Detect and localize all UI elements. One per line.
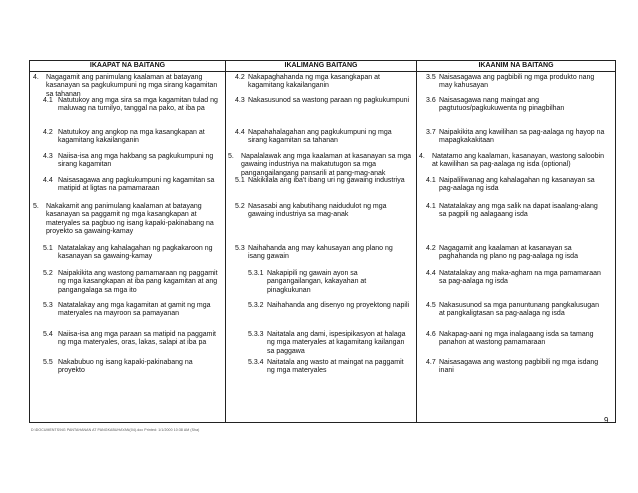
- item-number: 4.: [33, 74, 39, 81]
- item-number: 4.4: [43, 177, 53, 184]
- item-number: 4.4: [426, 270, 436, 277]
- item-text: Napalalawak ang mga kaalaman at kasanayan sa mga gawaing industriya na makatutugon sa mga pangangailangang pansarili at pang-mag-anak: [241, 153, 412, 177]
- item-number: 4.1: [426, 177, 436, 184]
- item-number: 4.2: [235, 74, 245, 81]
- item-number: 5.3: [235, 245, 245, 252]
- list-item: [43, 359, 221, 376]
- column-grade-5: [226, 72, 417, 422]
- item-text: Nakikilala ang iba't ibang uri ng gawaing industriya: [248, 177, 405, 184]
- item-text: Naipakikita ang kawilihan sa pag-aalaga ng hayop na mapagkakakitaan: [439, 129, 605, 145]
- header-grade-6: IKAANIM NA BAITANG: [478, 62, 554, 69]
- item-number: 5.3.1: [248, 270, 264, 277]
- list-item: [426, 177, 606, 194]
- list-item: [235, 97, 410, 105]
- item-text: Naiisa-isa ang mga hakbang sa pagkukumpuni ng sirang kagamitan: [58, 153, 214, 169]
- header-grade-5: IKALIMANG BAITANG: [226, 61, 417, 71]
- item-number: 3.6: [426, 97, 436, 104]
- item-number: 5.: [33, 203, 39, 210]
- item-text: Nakapipili ng gawain ayon sa pangangailangan, kakayahan at pinagkukunan: [267, 270, 367, 294]
- item-text: Nakapaghahanda ng mga kasangkapan at kagamitang kakailanganin: [248, 74, 380, 90]
- item-text: Natatalakay ang kahalagahan ng pagkakaroon ng kasanayan sa gawaing-kamay: [58, 245, 213, 261]
- item-number: 4.2: [426, 245, 436, 252]
- item-number: 5.3: [43, 302, 53, 309]
- header-grade-4: IKAAPAT NA BAITANG: [30, 61, 226, 71]
- item-text: Napahahalagahan ang pagkukumpuni ng mga sirang kagamitan sa tahanan: [248, 129, 392, 145]
- item-number: 4.3: [235, 97, 245, 104]
- item-text: Nasasabi ang kabutihang naidudulot ng mga gawaing industriya sa mag-anak: [248, 203, 387, 219]
- item-number: 5.: [228, 153, 234, 160]
- item-text: Naitatala ang wasto at maingat na paggamit ng mga materyales: [267, 359, 404, 375]
- item-number: 4.2: [43, 129, 53, 136]
- item-text: Naitatala ang dami, ispesipikasyon at halaga ng mga materyales at kagamitang kailangan sa paggawa: [267, 331, 406, 355]
- item-text: Naihahanda ang may kahusayan ang plano ng isang gawain: [248, 245, 393, 261]
- list-item: [426, 302, 606, 319]
- item-text: Nakapag-aani ng mga inalagaang isda sa tamang panahon at wastong pamamaraan: [439, 331, 594, 347]
- column-grade-4: [30, 72, 226, 422]
- list-item: [43, 245, 221, 262]
- item-text: Nakabubuo ng isang kapaki-pakinabang na proyekto: [58, 359, 193, 375]
- item-text: Natutukoy ang mga sira sa mga kagamitan tulad ng maluwag na turnilyo, tanggal na pako, at iba pa: [58, 97, 218, 113]
- item-text: Natatalakay ang mga salik na dapat isaalang-alang sa pagpili ng aalagaang isda: [439, 203, 598, 219]
- item-text: Natatamo ang kaalaman, kasanayan, wastong saloobin at kawilihan sa pag-aalaga ng isda (optional): [432, 153, 604, 169]
- item-text: Nakasusunod sa wastong paraan ng pagkukumpuni: [248, 97, 410, 104]
- table-header-row: [30, 61, 615, 72]
- list-item: [426, 270, 606, 287]
- list-item: [426, 74, 606, 91]
- item-text: Naiisa-isa ang mga paraan sa matipid na paggamit ng mga materyales, oras, lakas, salapi at iba pa: [58, 331, 216, 347]
- item-text: Nakasusunod sa mga panuntunang pangkalusugan at pangkaligtasan sa pag-aalaga ng isda: [439, 302, 599, 318]
- item-text: Natutukoy ang angkop na mga kasangkapan at kagamitang kakailanganin: [58, 129, 205, 145]
- item-number: 5.3.4: [248, 359, 264, 366]
- item-number: 4.: [419, 153, 425, 160]
- item-number: 3.5: [426, 74, 436, 81]
- list-item: [426, 97, 606, 114]
- list-item: [235, 177, 410, 185]
- item-text: Natatalakay ang maka-agham na mga pamamaraan sa pag-aalaga ng isda: [439, 270, 601, 286]
- footer-file-path: D:\DOCUMENTS\NG PANTAHANAN AT PANGKABUHAYAN(04).doc Printed: 1/1/2000 10:38 AM (Sha): [31, 428, 200, 432]
- item-number: 4.6: [426, 331, 436, 338]
- item-number: 5.1: [43, 245, 53, 252]
- item-number: 4.7: [426, 359, 436, 366]
- item-number: 4.5: [426, 302, 436, 309]
- item-number: 5.1: [235, 177, 245, 184]
- item-text: Natatalakay ang mga kagamitan at gamit ng mga materyales na mayroon sa pamayanan: [58, 302, 211, 318]
- item-number: 5.5: [43, 359, 53, 366]
- list-item: [228, 153, 414, 178]
- list-item: [426, 331, 606, 348]
- item-number: 4.4: [235, 129, 245, 136]
- item-number: 5.2: [43, 270, 53, 277]
- item-text: Nagagamit ang kaalaman at kasanayan sa paghahanda ng plano ng pag-aalaga ng isda: [439, 245, 578, 261]
- item-number: 4.3: [43, 153, 53, 160]
- item-text: Naihahanda ang disenyo ng proyektong napili: [267, 302, 410, 309]
- list-item: [43, 129, 221, 146]
- list-item: [235, 129, 410, 146]
- list-item: [235, 245, 410, 262]
- table-body: [30, 72, 615, 422]
- list-item: [43, 270, 221, 295]
- item-number: 5.4: [43, 331, 53, 338]
- item-number: 5.3.3: [248, 331, 264, 338]
- list-item: [43, 97, 221, 114]
- list-item: [33, 74, 223, 99]
- item-number: 3.7: [426, 129, 436, 136]
- item-text: Naisasagawa ang pagkukumpuni ng kagamitan sa matipid at ligtas na pamamaraan: [58, 177, 215, 193]
- item-number: 5.3.2: [248, 302, 264, 309]
- curriculum-table: [29, 60, 616, 423]
- item-text: Naipakikita ang wastong pamamaraan ng paggamit ng mga kasangkapan at iba pang kagamitan at ang pangangalaga sa mga ito: [58, 270, 218, 294]
- item-number: 4.1: [43, 97, 53, 104]
- page-number: 9: [604, 416, 609, 425]
- list-item: [248, 359, 410, 376]
- list-item: [248, 270, 410, 295]
- list-item: [426, 245, 606, 262]
- list-item: [43, 177, 221, 194]
- list-item: [43, 153, 221, 170]
- item-text: Naisasagawa ang pagbibili ng mga produkto nang may kahusayan: [439, 74, 595, 90]
- list-item: [426, 129, 606, 146]
- item-text: Naisasagawa nang maingat ang pagtutuos/pagkukuwenta ng pinagbilhan: [439, 97, 565, 113]
- list-item: [419, 153, 607, 170]
- item-text: Nakakamit ang panimulang kaalaman at batayang kasanayan sa paggamit ng mga kasangkapan at materyales sa pagbuo ng isang kapaki-pakinabang na proyekto sa gawaing-kamay: [46, 203, 214, 236]
- item-number: 4.1: [426, 203, 436, 210]
- list-item: [33, 203, 223, 237]
- item-text: Nagagamit ang panimulang kaalaman at batayang kasanayan sa pagkukumpuni ng mga sirang kagamitan sa tahanan: [46, 74, 218, 98]
- item-text: Naisasagawa ang wastong pagbibili ng mga isdang inani: [439, 359, 599, 375]
- column-grade-6: [417, 72, 615, 422]
- list-item: [43, 302, 221, 319]
- item-number: 5.2: [235, 203, 245, 210]
- list-item: [426, 203, 606, 220]
- list-item: [426, 359, 606, 376]
- list-item: [248, 331, 410, 356]
- item-text: Naipaliliwanag ang kahalagahan ng kasanayan sa pag-aalaga ng isda: [439, 177, 595, 193]
- list-item: [235, 74, 410, 91]
- list-item: [43, 331, 221, 348]
- list-item: [248, 302, 410, 310]
- list-item: [235, 203, 410, 220]
